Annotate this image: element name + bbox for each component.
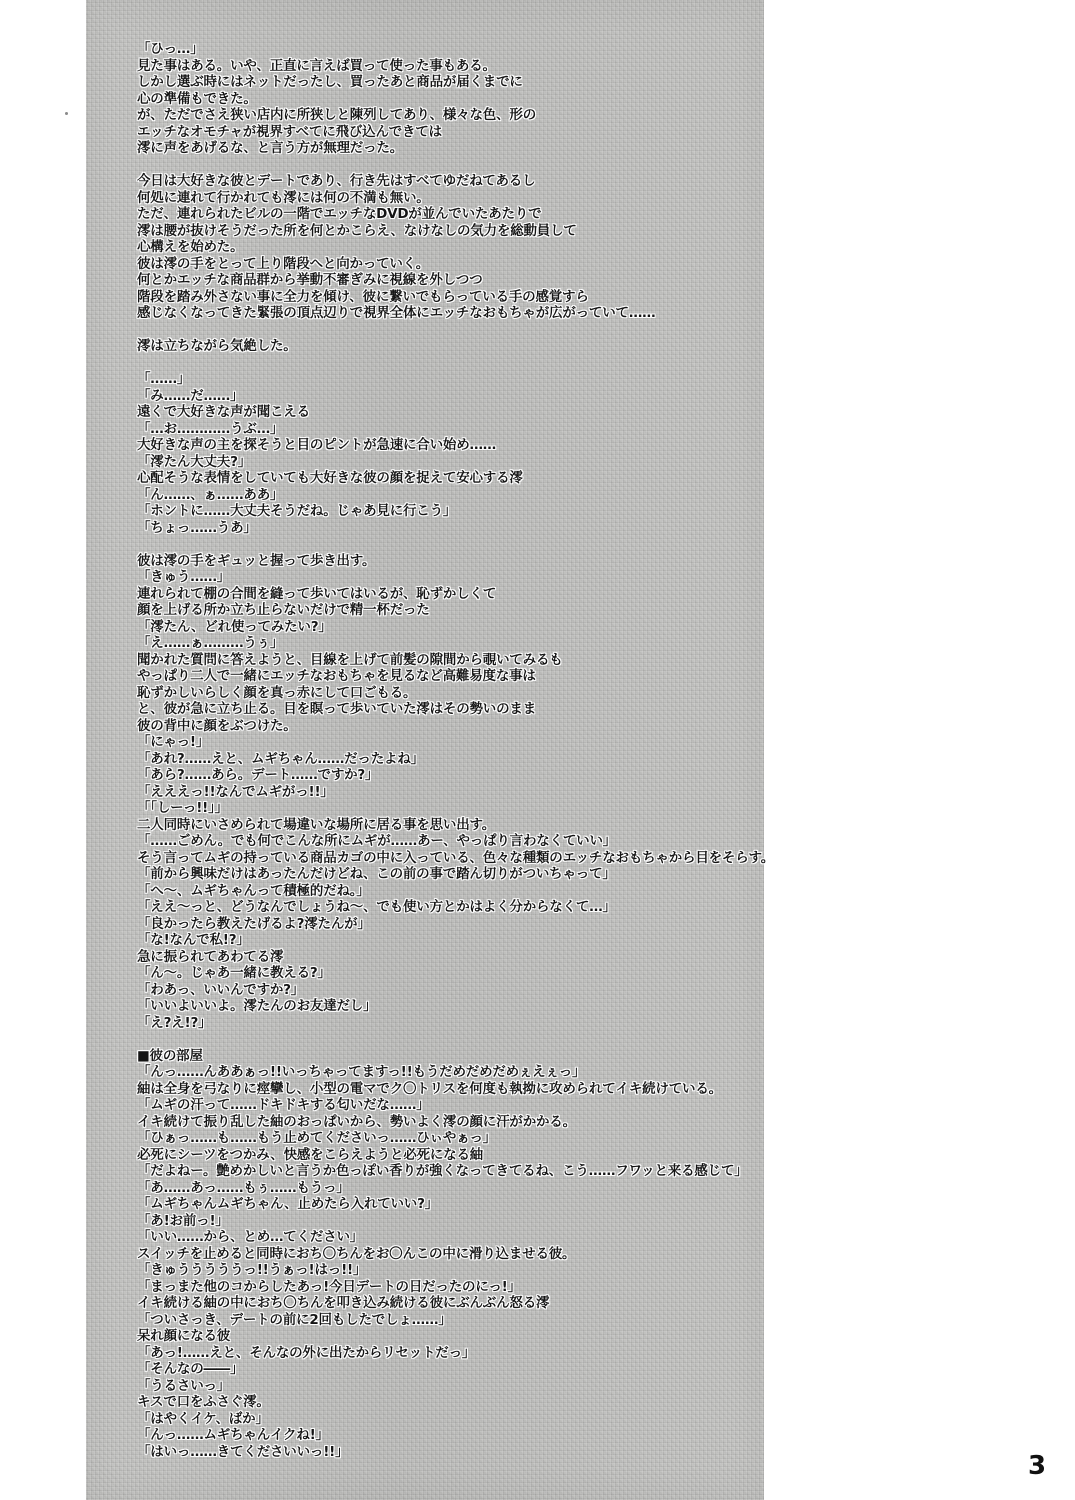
text-line: 遠くで大好きな声が聞こえる bbox=[137, 404, 310, 420]
text-line: 見た事はある。いや、正直に言えば買って使った事もある。 bbox=[137, 57, 496, 74]
paragraph-block bbox=[137, 371, 797, 536]
text-line: が、ただでさえ狭い店内に所狭しと陳列してあり、様々な色、形の bbox=[137, 107, 536, 123]
text-line: 聞かれた質問に答えようと、目線を上げて前髪の隙間から覗いてみるも bbox=[137, 651, 563, 668]
paragraph-block bbox=[137, 338, 797, 355]
text-line: 「ちょっ……うあ」 bbox=[137, 519, 257, 536]
text-line: 「わあっ、いいんですか?」 bbox=[137, 981, 305, 998]
text-line: 「澪たん、どれ使ってみたい?」 bbox=[137, 618, 332, 635]
text-line: 「はいっ……きてくださいいっ!!」 bbox=[137, 1443, 349, 1460]
text-line: 「あっ!……えと、そんなの外に出たからリセットだっ」 bbox=[137, 1344, 476, 1361]
text-line: 「ん〜。じゃあ一緒に教える?」 bbox=[137, 965, 331, 981]
text-line: 「あ……あっ……もぅ……もうっ」 bbox=[137, 1179, 350, 1196]
text-line: 感じなくなってきた緊張の頂点辺りで視界全体にエッチなおもちゃが広がっていて…… bbox=[137, 305, 656, 321]
text-line: 「な!なんで私!?」 bbox=[137, 932, 250, 948]
text-line: 「きゅう……」 bbox=[137, 569, 231, 585]
text-line: 「「しーっ!!」」 bbox=[137, 800, 228, 816]
paragraph-block bbox=[137, 41, 797, 157]
text-line: 彼は澪の手をギュッと握って歩き出す。 bbox=[137, 552, 376, 569]
text-line: 「良かったら教えたげるよ?澪たんが」 bbox=[137, 915, 371, 932]
text-line: 「んっ……んああぁっ!!いっちゃってますっ!!もうだめだめだめぇえぇっ」 bbox=[137, 1064, 586, 1080]
text-line: 「うるさいっ」 bbox=[137, 1377, 231, 1394]
text-line: エッチなオモチャが視界すべてに飛び込んできては bbox=[137, 123, 442, 140]
text-line: 「いいよいいよ。澪たんのお友達だし」 bbox=[137, 998, 377, 1014]
text-line: 心構えを始めた。 bbox=[137, 239, 244, 255]
text-line: 階段を踏み外さない事に全力を傾け、彼に繋いでもらっている手の感覚すら bbox=[137, 288, 589, 305]
text-line: 「ん……、ぁ……ああ」 bbox=[137, 486, 284, 503]
text-line: 「へ〜、ムギちゃんって積極的だね。」 bbox=[137, 882, 370, 899]
text-line: 急に振られてあわてる澪 bbox=[137, 948, 284, 965]
text-line: 「え……ぁ………うぅ」 bbox=[137, 635, 284, 651]
text-line: 「澪たん大丈夫?」 bbox=[137, 453, 252, 470]
text-line: 「…お…………うぶ…」 bbox=[137, 420, 284, 437]
text-line: 何とかエッチな商品群から挙動不審ぎみに視線を外しつつ bbox=[137, 272, 483, 288]
text-line: 「にゃっ!」 bbox=[137, 734, 210, 750]
text-line: 必死にシーツをつかみ、快感をこらえようと必死になる紬 bbox=[137, 1146, 484, 1163]
text-line: 今日は大好きな彼とデートであり、行き先はすべてゆだねてあるし bbox=[137, 173, 536, 189]
text-line: 「ひぁっ……も……もう止めてくださいっ……ひぃやぁっ」 bbox=[137, 1130, 497, 1146]
text-line: と、彼が急に立ち止る。目を瞑って歩いていた澪はその勢いのまま bbox=[137, 701, 536, 717]
text-line: 「きゅうううううっ!!うぁっ!はっ!!」 bbox=[137, 1262, 367, 1278]
text-line: イキ続けて振り乱した紬のおっぱいから、勢いよく澪の顔に汗がかかる。 bbox=[137, 1113, 576, 1130]
text-line: 「あれ?……えと、ムギちゃん……だったよね」 bbox=[137, 750, 424, 767]
text-line: ただ、連れられたビルの一階でエッチなDVDが並んでいたあたりで bbox=[137, 206, 542, 222]
text-line: 「え?え!?」 bbox=[137, 1014, 212, 1031]
text-line: 「み……だ……」 bbox=[137, 387, 244, 404]
text-line: 心配そうな表情をしていても大好きな彼の顔を捉えて安心する澪 bbox=[137, 470, 523, 486]
text-line: 澪に声をあげるな、と言う方が無理だった。 bbox=[137, 140, 403, 156]
text-line: 「ムギちゃんムギちゃん、止めたら入れていい?」 bbox=[137, 1196, 439, 1212]
text-line: 「そんなの――」 bbox=[137, 1361, 244, 1377]
text-line: 澪は腰が抜けそうだった所を何とかこらえ、なけなしの気力を総動員して bbox=[137, 222, 577, 239]
text-line: 「えええっ!!なんでムギがっ!!」 bbox=[137, 783, 334, 800]
page-number: 3 bbox=[1028, 1451, 1047, 1481]
text-line: 「ひっ…」 bbox=[137, 41, 204, 57]
text-line: 顔を上げる所か立ち止らないだけで精一杯だった bbox=[137, 602, 430, 618]
scan-speck bbox=[65, 112, 68, 115]
text-line: イキ続ける紬の中におち〇ちんを叩き込み続ける彼にぶんぶん怒る澪 bbox=[137, 1295, 550, 1311]
text-line: 何処に連れて行かれても澪には何の不満も無い。 bbox=[137, 189, 430, 206]
text-line: 「ホントに……大丈夫そうだね。じゃあ見に行こう」 bbox=[137, 503, 457, 519]
text-line: 二人同時にいさめられて場違いな場所に居る事を思い出す。 bbox=[137, 816, 496, 833]
text-line: 「あ!お前っ!」 bbox=[137, 1212, 229, 1229]
text-line: 心の準備もできた。 bbox=[137, 90, 257, 107]
text-line: 大好きな声の主を探そうと目のピントが急速に合い始め…… bbox=[137, 437, 497, 453]
text-line: そう言ってムギの持っている商品カゴの中に入っている、色々な種類のエッチなおもちゃから目をそらす。 bbox=[137, 849, 775, 866]
text-line: 「ついさっき、デートの前に2回もしたでしょ……」 bbox=[137, 1311, 452, 1328]
text-line: しかし選ぶ時にはネットだったし、買ったあと商品が届くまでに bbox=[137, 74, 523, 90]
text-line: 「前から興味だけはあったんだけどね、この前の事で踏ん切りがついちゃって」 bbox=[137, 866, 616, 882]
paragraph-block bbox=[137, 173, 797, 322]
text-line: 「んっ……ムギちゃんイクね!」 bbox=[137, 1427, 329, 1443]
text-line: 呆れ顔になる彼 bbox=[137, 1328, 231, 1344]
text-line: キスで口をふさぐ澪。 bbox=[137, 1394, 270, 1410]
text-line: 「いい……から、とめ…てください」 bbox=[137, 1229, 364, 1245]
text-line: 連れられて棚の合間を縫って歩いてはいるが、恥ずかしくて bbox=[137, 585, 497, 602]
paragraph-block bbox=[137, 1048, 797, 1461]
text-line: 澪は立ちながら気絶した。 bbox=[137, 338, 297, 354]
text-line: 「あら?……あら。デート……ですか?」 bbox=[137, 767, 379, 783]
text-line: 「だよねー。艶めかしいと言うか色っぽい香りが強くなってきてるね、こう……フワッと来る感じて」 bbox=[137, 1163, 748, 1179]
text-line: 「ムギの汗って……ドキドキする匂いだな……」 bbox=[137, 1097, 430, 1113]
paragraph-block bbox=[137, 553, 797, 1032]
text-line: やっぱり二人で一緒にエッチなおもちゃを見るなど高難易度な事は bbox=[137, 668, 536, 684]
text-content bbox=[137, 41, 797, 1460]
text-line: 彼は澪の手をとって上り階段へと向かっていく。 bbox=[137, 255, 430, 272]
text-line: 「ええ〜っと、どうなんでしょうね〜、でも使い方とかはよく分からなくて…」 bbox=[137, 899, 616, 915]
text-line: 「……ごめん。でも何でこんな所にムギが……あー、やっぱり言わなくていい」 bbox=[137, 833, 617, 849]
text-line: 「はやくイケ、ばか」 bbox=[137, 1410, 269, 1427]
text-line: ■彼の部屋 bbox=[137, 1047, 203, 1064]
text-line: 「まっまた他のコからしたあっ!今日デートの日だったのにっ!」 bbox=[137, 1278, 521, 1295]
text-line: 恥ずかしいらしく顔を真っ赤にして口ごもる。 bbox=[137, 684, 417, 701]
text-line: 「……」 bbox=[137, 371, 191, 387]
text-line: スイッチを止めると同時におち〇ちんをお〇んこの中に滑り込ませる彼。 bbox=[137, 1245, 576, 1262]
text-line: 彼の背中に顔をぶつけた。 bbox=[137, 717, 297, 734]
text-line: 紬は全身を弓なりに痙攣し、小型の電マでク〇トリスを何度も執拗に攻められてイキ続けている。 bbox=[137, 1080, 722, 1097]
